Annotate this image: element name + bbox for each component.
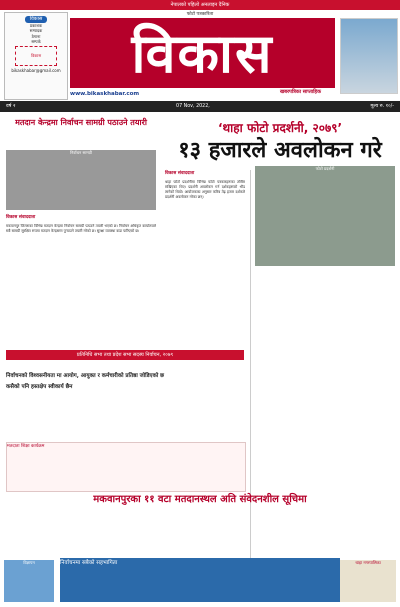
- masthead-tagline: खबरपत्रिका साप्ताहिक: [280, 89, 321, 95]
- left-article: मकवानपुर जिल्लाका विभिन्न मतदान केन्द्रमा निर्वाचन सामग्री पठाउने तयारी भएको छ। निर्वाचन अधिकृत कार्यालयले सबै सामग्री सुरक्षित रूपमा मतदान केन्द्रसम्म पुर्‍याउने तयारी गरेको छ। सुरक्षा व्यवस्था कडा पारिएको छ।: [6, 224, 156, 234]
- publisher-email[interactable]: bikaskhabar@gmail.com: [11, 68, 61, 74]
- photo-right-caption: फोटो प्रदर्शनी: [315, 166, 335, 171]
- photo-right: [255, 166, 395, 266]
- left-advert: विज्ञापन: [4, 560, 54, 602]
- publisher-box: [4, 12, 68, 100]
- masthead-photo: [340, 18, 398, 94]
- dateline-left: वर्ष २: [6, 104, 16, 109]
- bullet-list: [6, 372, 244, 440]
- publisher-brand: विकास: [25, 16, 48, 23]
- mid-headline: मकवानपुरका ११ वटा मतदानस्थल अति संवेदनशील सूचिमा: [93, 494, 307, 505]
- photo-left: [6, 150, 156, 210]
- byline-left: विकास संवाददाता: [6, 215, 36, 220]
- right-advert: थाहा नगरपालिका: [340, 560, 396, 602]
- top-banner: नेपालको पहिलो अनलाइन दैनिक: [0, 0, 400, 10]
- headline-right-main: १३ हजारले अवलोकन गरे: [178, 138, 382, 163]
- divider: [250, 170, 251, 590]
- right-article: थाहा फोटो प्रदर्शनीमा विभिन्न फोटो पत्रकारहरूका तस्बिर राखिएका थिए। प्रदर्शनी अवलोकन गर्न दर्शकहरूको भीड लागेको थियो। आयोजकका अनुसार करिब तेह्र हजार दर्शकले प्रदर्शनी अवलोकन गरेका छन्।: [165, 180, 245, 200]
- advertisement-text: मतदाता शिक्षा कार्यक्रम: [7, 444, 45, 449]
- photo-left-caption: निर्वाचन सामग्री: [70, 150, 92, 155]
- watermark-logo: विकास: [15, 46, 57, 66]
- subtitle: फोटो पत्रकारिता: [186, 12, 214, 17]
- publisher-line: ठेगाना: [31, 33, 41, 39]
- headline-left: मतदान केन्द्रमा निर्वाचन सामग्री पठाउने तयारी: [15, 118, 147, 127]
- website-link[interactable]: www.bikaskhabar.com: [70, 91, 140, 97]
- masthead-title: विकास: [70, 18, 335, 88]
- dateline-center: 07 Nov, 2022,: [176, 104, 210, 109]
- publisher-line: प्रकाशक: [29, 23, 43, 29]
- election-strip: प्रतिनिधि सभा तथा प्रदेश सभा सदस्य निर्वाचन, २०७९: [6, 350, 244, 360]
- bottom-advert-text: निर्वाचनमा सबैको सहभागिता: [60, 560, 118, 566]
- publisher-line: सम्पादक: [29, 28, 43, 34]
- headline-right-kicker: ‘थाहा फोटो प्रदर्शनी, २०७९’: [217, 121, 343, 135]
- bullet-item: कसैको पनि हस्तक्षेप स्वीकार्य छैन: [6, 384, 73, 390]
- advertisement-box: [6, 442, 246, 492]
- publisher-line: सम्पर्क: [31, 38, 41, 44]
- dateline-bar: [0, 101, 400, 112]
- bottom-advert: [60, 558, 340, 602]
- dateline-right: मूल्य रु. १०/-: [370, 104, 394, 109]
- byline-right: विकास संवाददाता: [165, 171, 195, 176]
- bullet-item: निर्वाचनको विश्वसनीयता मा आयोग, आयुक्त र कर्मचारीको प्रतिष्ठा जोडिएको छ: [6, 373, 165, 379]
